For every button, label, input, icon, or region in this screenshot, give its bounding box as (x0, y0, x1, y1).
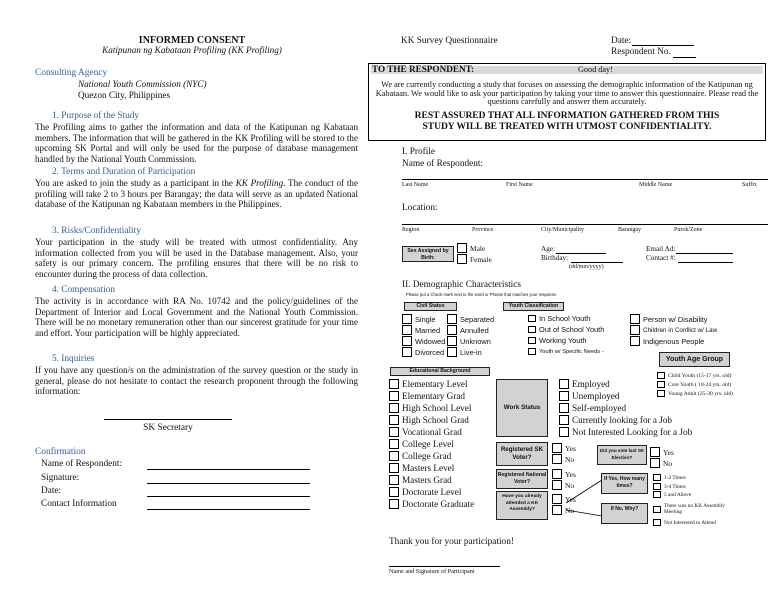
survey-questionnaire-page (372, 0, 768, 594)
youth-cicl-option[interactable] (630, 325, 717, 335)
edu-option-9[interactable] (389, 487, 461, 497)
youth-working-option[interactable] (528, 336, 587, 345)
confirm-name-label: Name of Respondent: (41, 459, 123, 469)
work-checkbox-4[interactable] (559, 427, 569, 437)
edu-label-5: College Level (402, 439, 454, 449)
province-label: Province (472, 227, 494, 233)
attended-no-label: No (565, 505, 575, 515)
contact-label: Contact #: (646, 254, 676, 262)
region-label: Region (402, 227, 420, 233)
why-label-1: Not Interested to Attend (664, 519, 716, 526)
sk-voter-no-checkbox[interactable] (552, 454, 562, 464)
first-name-label: First Name (506, 182, 533, 188)
sk-voter-label: Registered SK Voter? (496, 442, 548, 466)
civil-single-checkbox[interactable] (402, 314, 412, 324)
edu-option-2[interactable] (389, 403, 471, 413)
youth-cicl-label: Children in Conflict w/ Law (643, 326, 718, 334)
youth-age-group-label: Youth Age Group (659, 352, 730, 367)
civil-annulled-label: Annulled (460, 325, 489, 335)
age-young-adult-option[interactable] (657, 390, 733, 397)
edu-checkbox-3[interactable] (389, 415, 399, 425)
youth-working-checkbox[interactable] (528, 337, 536, 344)
civil-divorced-label: Divorced (415, 347, 445, 357)
sex-female-option[interactable] (457, 254, 492, 264)
national-voter-no-checkbox[interactable] (552, 480, 562, 490)
youth-ip-label: Indigenous People (643, 336, 705, 346)
date-field[interactable] (632, 45, 694, 46)
civil-separated-label: Separated (460, 314, 495, 324)
age-young-adult-checkbox[interactable] (657, 390, 665, 397)
date-label: Date: (611, 36, 632, 46)
edu-checkbox-10[interactable] (389, 499, 399, 509)
name-field[interactable] (402, 179, 768, 180)
sk-voter-yes-label: Yes (565, 443, 576, 453)
contact-field[interactable] (678, 262, 733, 263)
work-label-1: Unemployed (572, 391, 620, 401)
edu-option-8[interactable] (389, 475, 452, 485)
section-body-terms (35, 178, 358, 210)
youth-pwd-option[interactable] (630, 314, 707, 324)
confirm-signature-label: Signature: (41, 473, 80, 483)
edu-option-0[interactable] (389, 379, 468, 389)
attended-label: Have you already attended a KK Assembly? (496, 491, 548, 520)
age-label: Age: (541, 245, 555, 253)
civil-unknown-label: Unknown (460, 336, 491, 346)
edu-label-1: Elementary Grad (402, 391, 466, 401)
edu-option-5[interactable] (389, 439, 454, 449)
sk-voter-yes-checkbox[interactable] (552, 443, 562, 453)
thanks-text: Thank you for your participation! (389, 537, 514, 547)
national-voter-label: Registered National Voter? (496, 469, 548, 489)
national-voter-yes-label: Yes (565, 469, 576, 479)
edu-label-4: Vocational Grad (402, 427, 462, 437)
last-name-label: Last Name (402, 182, 429, 188)
location-label: Location: (402, 203, 438, 213)
civil-separated-option[interactable] (447, 314, 494, 324)
assurance-line-2: STUDY WILL BE TREATED WITH UTMOST CONFIDENTIALITY. (422, 122, 712, 132)
why-option-1[interactable] (653, 519, 716, 526)
attended-no-checkbox[interactable] (552, 505, 562, 515)
how-many-option-0[interactable] (653, 474, 686, 481)
work-label-3: Currently looking for a Job (572, 415, 673, 425)
purok-label: Purok/Zone (674, 227, 703, 233)
how-many-option-2[interactable] (653, 491, 691, 498)
birthday-format: (dd/mm/yyyy) (569, 264, 604, 270)
good-day-text: Good day! (578, 65, 613, 74)
sk-voter-no-label: No (565, 454, 575, 464)
civil-livein-checkbox[interactable] (447, 347, 457, 357)
youth-specific-checkbox[interactable] (528, 348, 536, 355)
terms-text-post: . The conduct of the profiling will take 2 to 3 hours per Barangay; the data will serve as an updated National database of the Katipunan ng Kabataan members in the Philippines. (35, 178, 358, 210)
section-body-purpose: The Profiling aims to gather the information and data of the Katipunan ng Kabataan members. The information that will be gathered in the KK Profiling will be stored to the upcoming SK Portal and will only be used for the purpose of database management handled by the National Youth Commission. (35, 122, 358, 165)
edu-label-7: Masters Level (402, 463, 455, 473)
why-label-0: There was no KK Assembly Meeting (664, 503, 725, 516)
signature-line[interactable] (389, 566, 500, 567)
civil-single-label: Single (415, 314, 436, 324)
sex-male-option[interactable] (457, 243, 485, 253)
voted-no-option[interactable] (650, 458, 672, 468)
branch-connectors (564, 470, 604, 520)
confirm-signature-field[interactable] (147, 483, 310, 484)
civil-divorced-option[interactable] (402, 347, 444, 357)
work-option-1[interactable] (559, 391, 619, 401)
work-label-0: Employed (572, 379, 610, 389)
youth-pwd-label: Person w/ Disability (643, 314, 708, 324)
work-option-4[interactable] (559, 427, 692, 437)
why-checkbox-0[interactable] (653, 506, 661, 513)
city-label: City/Municipality (541, 227, 584, 233)
how-many-checkbox-0[interactable] (653, 474, 661, 481)
edu-option-6[interactable] (389, 451, 451, 461)
confirm-date-field[interactable] (147, 496, 310, 497)
civil-separated-checkbox[interactable] (447, 314, 457, 324)
agency-name: National Youth Commission (NYC) (78, 79, 207, 89)
suffix-label: Suffix (742, 182, 757, 188)
barangay-label: Barangay (618, 227, 641, 233)
youth-ip-option[interactable] (630, 336, 704, 346)
youth-outschool-checkbox[interactable] (528, 326, 536, 333)
civil-livein-option[interactable] (447, 347, 482, 357)
connector-yes (566, 480, 602, 503)
middle-name-label: Middle Name (639, 182, 673, 188)
edu-checkbox-6[interactable] (389, 451, 399, 461)
consent-title: INFORMED CONSENT (138, 35, 246, 46)
civil-annulled-option[interactable] (447, 325, 489, 335)
edu-label-0: Elementary Level (402, 379, 468, 389)
how-many-label-0: 1-2 Times (664, 474, 686, 481)
work-checkbox-3[interactable] (559, 415, 569, 425)
national-voter-no-label: No (565, 480, 575, 490)
edu-checkbox-1[interactable] (389, 391, 399, 401)
edu-label-3: High School Grad (402, 415, 469, 425)
profile-heading: I. Profile (402, 147, 436, 157)
youth-outschool-option[interactable] (528, 325, 604, 334)
how-many-checkbox-2[interactable] (653, 491, 661, 498)
civil-livein-label: Live-in (460, 347, 482, 357)
email-field[interactable] (676, 253, 733, 254)
civil-unknown-checkbox[interactable] (447, 336, 457, 346)
section-heading-inquiries: 5. Inquiries (52, 354, 95, 364)
signature-label: Name and Signature of Participant (389, 568, 475, 575)
youth-class-label: Youth Classification (503, 302, 564, 311)
edu-option-7[interactable] (389, 463, 454, 473)
national-voter-yes-checkbox[interactable] (552, 469, 562, 479)
civil-married-option[interactable] (402, 325, 440, 335)
work-status-label: Work Status (496, 379, 548, 437)
agency-city: Quezon City, Philippines (78, 90, 171, 100)
how-many-label-1: 3-4 Times (664, 483, 686, 490)
to-respondent-label: TO THE RESPONDENT: (372, 64, 475, 74)
name-label: Name of Respondent: (402, 159, 484, 169)
demo-heading: II. Demographic Characteristics (402, 280, 522, 290)
edu-checkbox-9[interactable] (389, 487, 399, 497)
sk-secretary-label: SK Secretary (143, 423, 193, 433)
age-core-label: Core Youth ( 18-24 yrs. old) (668, 381, 732, 388)
youth-cicl-checkbox[interactable] (630, 325, 640, 335)
sex-female-checkbox[interactable] (457, 254, 467, 264)
age-core-checkbox[interactable] (657, 381, 665, 388)
confirm-name-field[interactable] (147, 469, 310, 470)
age-child-option[interactable] (657, 372, 731, 379)
section-body-inquiries: If you have any question/s on the administration of the survey question or the study in general, please do not hesitate to contact the research proponent through the following information: (35, 365, 358, 397)
edu-label-8: Masters Grad (402, 475, 452, 485)
voted-yes-option[interactable] (650, 447, 674, 457)
edu-label-10: Doctorate Graduate (402, 499, 475, 509)
age-core-option[interactable] (657, 381, 731, 388)
edu-checkbox-2[interactable] (389, 403, 399, 413)
survey-title: KK Survey Questionnaire (401, 36, 498, 46)
confirm-date-label: Date: (41, 486, 62, 496)
youth-inschool-checkbox[interactable] (528, 315, 536, 322)
civil-widowed-label: Widowed (415, 336, 446, 346)
sk-voter-yes-option[interactable] (552, 443, 576, 453)
sk-secretary-line (104, 419, 232, 420)
civil-status-label: Civil Status (404, 302, 457, 311)
section-heading-terms: 2. Terms and Duration of Participation (52, 167, 196, 177)
sex-label-box: Sex Assigned by Birth: (402, 246, 454, 262)
birthday-field[interactable] (571, 262, 623, 263)
civil-married-checkbox[interactable] (402, 325, 412, 335)
why-option-0[interactable] (653, 503, 744, 516)
attended-yes-checkbox[interactable] (552, 494, 562, 504)
age-young-adult-label: Young Adult (25-30 yrs. old) (668, 390, 733, 397)
work-option-2[interactable] (559, 403, 626, 413)
sex-male-label: Male (470, 243, 486, 253)
youth-inschool-label: In School Youth (539, 314, 591, 323)
sex-female-label: Female (470, 254, 492, 264)
edu-checkbox-0[interactable] (389, 379, 399, 389)
intro-text: We are currently conducting a study that focuses on assessing the demographic information of the Katipunan ng Kabataan. We would like to ask your participation by taking your time to answer this questionnaire. Please read the questions carefully and answer them accurately. (375, 80, 759, 107)
voted-yes-checkbox[interactable] (650, 447, 660, 457)
edu-option-4[interactable] (389, 427, 462, 437)
work-checkbox-0[interactable] (559, 379, 569, 389)
consent-subtitle: Katipunan ng Kabataan Profiling (KK Profiling) (102, 45, 282, 55)
voted-no-checkbox[interactable] (650, 458, 660, 468)
civil-married-label: Married (415, 325, 441, 335)
assurance-line-1: REST ASSURED THAT ALL INFORMATION GATHERED FROM THIS (414, 111, 720, 121)
confirmation-heading: Confirmation (35, 447, 86, 457)
why-checkbox-1[interactable] (653, 519, 661, 526)
work-option-0[interactable] (559, 379, 610, 389)
edu-checkbox-4[interactable] (389, 427, 399, 437)
edu-label-9: Doctorate Level (402, 487, 462, 497)
email-label: Email Ad: (646, 245, 676, 253)
edu-option-1[interactable] (389, 391, 465, 401)
civil-annulled-checkbox[interactable] (447, 325, 457, 335)
section-heading-risks: 3. Risks/Confidentiality (52, 226, 141, 236)
respondent-no-field[interactable] (673, 57, 696, 58)
demo-note: Please put a Check mark next to the word or Phrase that matches your response. (406, 292, 558, 297)
attended-yes-label: Yes (565, 494, 576, 504)
youth-inschool-option[interactable] (528, 314, 590, 323)
connector-no (566, 510, 602, 516)
civil-single-option[interactable] (402, 314, 436, 324)
edu-checkbox-8[interactable] (389, 475, 399, 485)
location-field[interactable] (402, 224, 768, 225)
edu-checkbox-5[interactable] (389, 439, 399, 449)
section-heading-purpose: 1. Purpose of the Study (52, 111, 140, 121)
youth-ip-checkbox[interactable] (630, 336, 640, 346)
how-many-label-2: 5 and Above (664, 491, 692, 498)
edu-checkbox-7[interactable] (389, 463, 399, 473)
civil-divorced-checkbox[interactable] (402, 347, 412, 357)
youth-specific-option[interactable] (528, 348, 604, 355)
section-body-compensation: The activity is in accordance with RA No. 10742 and the policy/guidelines of the Department of Interior and Local Government and the National Youth Commission. There will be no monetary remuneration other than our sincerest gratitude for your time and effort. Your participation will be highly appreciated. (35, 296, 358, 339)
how-many-checkbox-1[interactable] (653, 483, 661, 490)
edu-option-3[interactable] (389, 415, 469, 425)
work-option-3[interactable] (559, 415, 672, 425)
work-checkbox-2[interactable] (559, 403, 569, 413)
work-label-4: Not Interested Looking for a Job (572, 427, 693, 437)
age-child-label: Child Youth (15-17 yrs. old) (668, 372, 732, 379)
voted-yes-label: Yes (663, 447, 674, 457)
civil-widowed-option[interactable] (402, 336, 445, 346)
how-many-label: If Yes, How many times? (601, 473, 648, 494)
youth-specific-label: Youth w/ Specific Needs - (539, 348, 604, 355)
terms-text-em: KK Profiling (235, 178, 284, 188)
section-heading-compensation: 4. Compensation (52, 285, 116, 295)
how-many-option-1[interactable] (653, 483, 686, 490)
edu-option-10[interactable] (389, 499, 474, 509)
edu-label-2: High School Level (402, 403, 472, 413)
edu-label-6: College Grad (402, 451, 452, 461)
youth-outschool-label: Out of School Youth (539, 325, 605, 334)
youth-pwd-checkbox[interactable] (630, 314, 640, 324)
terms-text-pre: You are asked to join the study as a participant in the (35, 178, 236, 188)
voted-label: Did you vote last SK Election? (597, 445, 647, 465)
age-child-checkbox[interactable] (657, 372, 665, 379)
work-label-2: Self-employed (572, 403, 627, 413)
civil-widowed-checkbox[interactable] (402, 336, 412, 346)
section-body-risks: Your participation in the study will be treated with utmost confidentiality. Any information collected from you will be used in the Database management. Also, your safety is our primary concern. The profiling ensures that there will be no risk to encounter during the process of data collection. (35, 237, 358, 280)
sex-male-checkbox[interactable] (457, 243, 467, 253)
youth-working-label: Working Youth (539, 336, 587, 345)
confirm-contact-label: Contact Information (41, 499, 117, 509)
sk-voter-no-option[interactable] (552, 454, 574, 464)
voted-no-label: No (663, 458, 673, 468)
agency-heading: Consulting Agency (35, 68, 108, 78)
education-label: Educational Background (390, 367, 490, 376)
civil-unknown-option[interactable] (447, 336, 491, 346)
work-checkbox-1[interactable] (559, 391, 569, 401)
birthday-label: Birthday: (541, 254, 569, 262)
confirm-contact-field[interactable] (147, 509, 310, 510)
respondent-no-label: Respondent No. (611, 47, 671, 57)
if-no-label: If No, Why? (601, 503, 648, 524)
